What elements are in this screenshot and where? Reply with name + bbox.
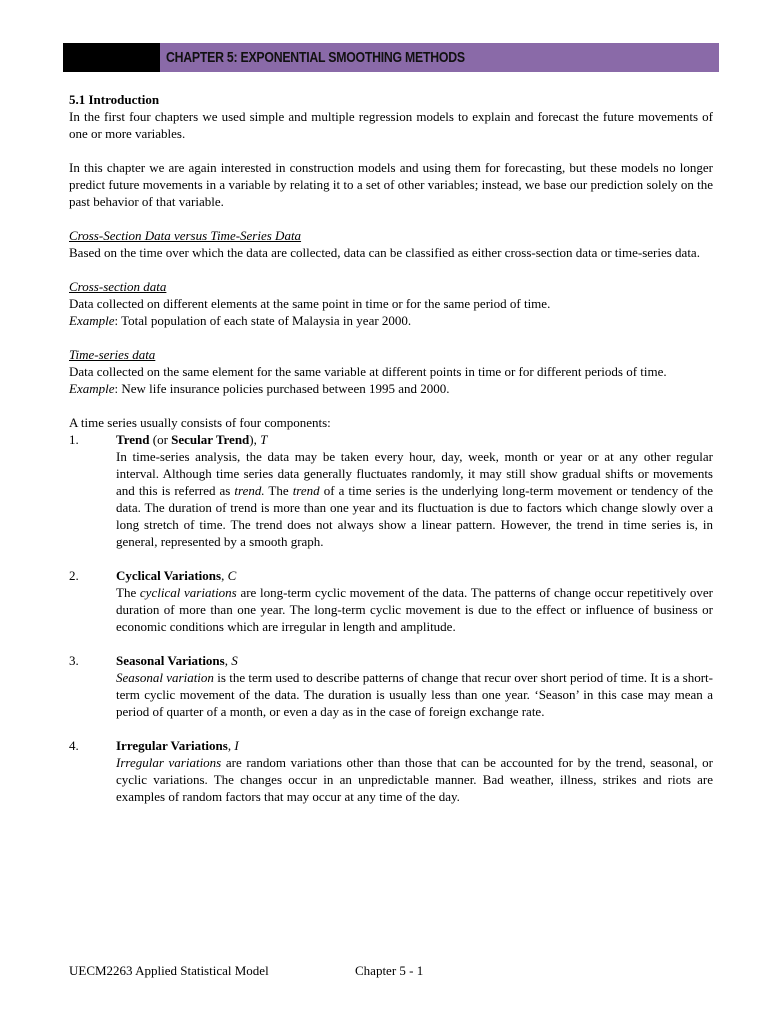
component-title-bold: Cyclical Variations <box>116 568 222 583</box>
item-number: 3. <box>69 653 79 668</box>
component-item-seasonal <box>69 652 713 720</box>
component-title <box>116 431 713 448</box>
cross-section-heading: Cross-section data <box>69 279 167 294</box>
desc-text: is the term used to describe patterns of change that recur over short period of time. It is a short-term cyclic movement of the data. The duration is usually less than one year. ‘Season’ in this case may mean a period of quarter of a month, or even a day as in the case of foreign exchange rate. <box>116 670 713 719</box>
chapter-title: CHAPTER 5: EXPONENTIAL SMOOTHING METHODS <box>166 49 465 66</box>
cs-vs-ts-text: Based on the time over which the data are collected, data can be classified as either cross-section data or time-series data. <box>69 245 700 260</box>
intro-paragraph-1: In the first four chapters we used simple and multiple regression models to explain and forecast the future movements of one or more variables. <box>69 109 713 141</box>
item-number: 1. <box>69 432 79 447</box>
desc-emphasis: trend. <box>234 483 265 498</box>
component-item-irregular <box>69 737 713 805</box>
components-intro: A time series usually consists of four components: <box>69 415 331 430</box>
time-series-example <box>69 380 713 397</box>
desc-text: are random variations other than those that can be accounted for by the trend, seasonal, or cyclic variations. The changes occur in an unpredictable manner. Bad weather, illness, strikes and riots are examples of random factors that may occur at any time of the day. <box>116 755 713 804</box>
component-symbol: I <box>234 738 239 753</box>
component-description <box>116 669 713 720</box>
component-title <box>116 567 713 584</box>
desc-text: are long-term cyclic movement of the data. The patterns of change occur repetitively over duration of more than one year. The long-term cyclic movement is due to the effect or influence of business or economic conditions which are irregular in length and amplitude. <box>116 585 714 634</box>
component-title-bold: Secular Trend <box>171 432 250 447</box>
desc-emphasis: Seasonal variation <box>116 670 214 685</box>
desc-text: of a time series is the underlying long-term movement or tendency of the data. The duration of trend is more than one year and its fluctuation is due to factors which change slowly over a long stretch of time. The trend does not always show a linear pattern. However, the trend in time series is, in general, represented by a smooth graph. <box>116 483 713 549</box>
time-series-text: Data collected on the same element for the same variable at different points in time or for different periods of time. <box>69 364 667 379</box>
component-symbol: C <box>227 568 237 583</box>
footer-page-number: Chapter 5 - 1 <box>355 963 424 978</box>
component-title <box>116 652 713 669</box>
time-series-heading: Time-series data <box>69 347 156 362</box>
cross-section-text: Data collected on different elements at the same point in time or for the same period of time. <box>69 296 551 311</box>
component-description <box>116 584 713 635</box>
desc-emphasis: trend <box>292 483 320 498</box>
banner-title-bar <box>160 43 719 72</box>
title-text: , <box>224 653 232 668</box>
component-item-cyclical <box>69 567 713 635</box>
component-title <box>116 737 713 754</box>
component-symbol: T <box>260 432 268 447</box>
footer-course: UECM2263 Applied Statistical Model <box>69 963 269 978</box>
section-heading: 5.1 Introduction <box>69 92 160 107</box>
chapter-banner <box>63 43 719 72</box>
component-title-bold: Irregular Variations <box>116 738 228 753</box>
component-item-trend <box>69 431 713 550</box>
example-label: Example <box>69 381 115 396</box>
example-text: : New life insurance policies purchased between 1995 and 2000. <box>114 381 450 396</box>
desc-emphasis: Irregular variations <box>116 755 222 770</box>
desc-text: The <box>116 585 140 600</box>
desc-text: In time-series analysis, the data may be taken every hour, day, week, month or year or at any other regular interval. Although time series data generally fluctuates randomly, it may still show gradual shifts or movements and this is referred as <box>116 449 713 498</box>
example-text: : Total population of each state of Malaysia in year 2000. <box>114 313 412 328</box>
document-body <box>69 91 713 805</box>
example-label: Example <box>69 313 115 328</box>
title-text: ), <box>249 432 261 447</box>
title-text: (or <box>149 432 172 447</box>
title-text: , <box>221 568 228 583</box>
item-number: 2. <box>69 568 79 583</box>
intro-paragraph-2: In this chapter we are again interested in construction models and using them for forecasting, but these models no longer predict future movements in a variable by relating it to a set of other variables; instead, we base our prediction solely on the past behavior of that variable. <box>69 160 713 209</box>
banner-black-block <box>63 43 160 72</box>
item-number: 4. <box>69 738 79 753</box>
component-symbol: S <box>231 653 238 668</box>
component-title-bold: Trend <box>116 432 150 447</box>
component-title-bold: Seasonal Variations <box>116 653 225 668</box>
cs-vs-ts-heading: Cross-Section Data versus Time-Series Data <box>69 228 302 243</box>
desc-text: The <box>264 483 293 498</box>
component-description <box>116 754 713 805</box>
desc-emphasis: cyclical variations <box>139 585 237 600</box>
cross-section-example <box>69 312 713 329</box>
title-text: , <box>227 738 235 753</box>
component-description <box>116 448 713 550</box>
